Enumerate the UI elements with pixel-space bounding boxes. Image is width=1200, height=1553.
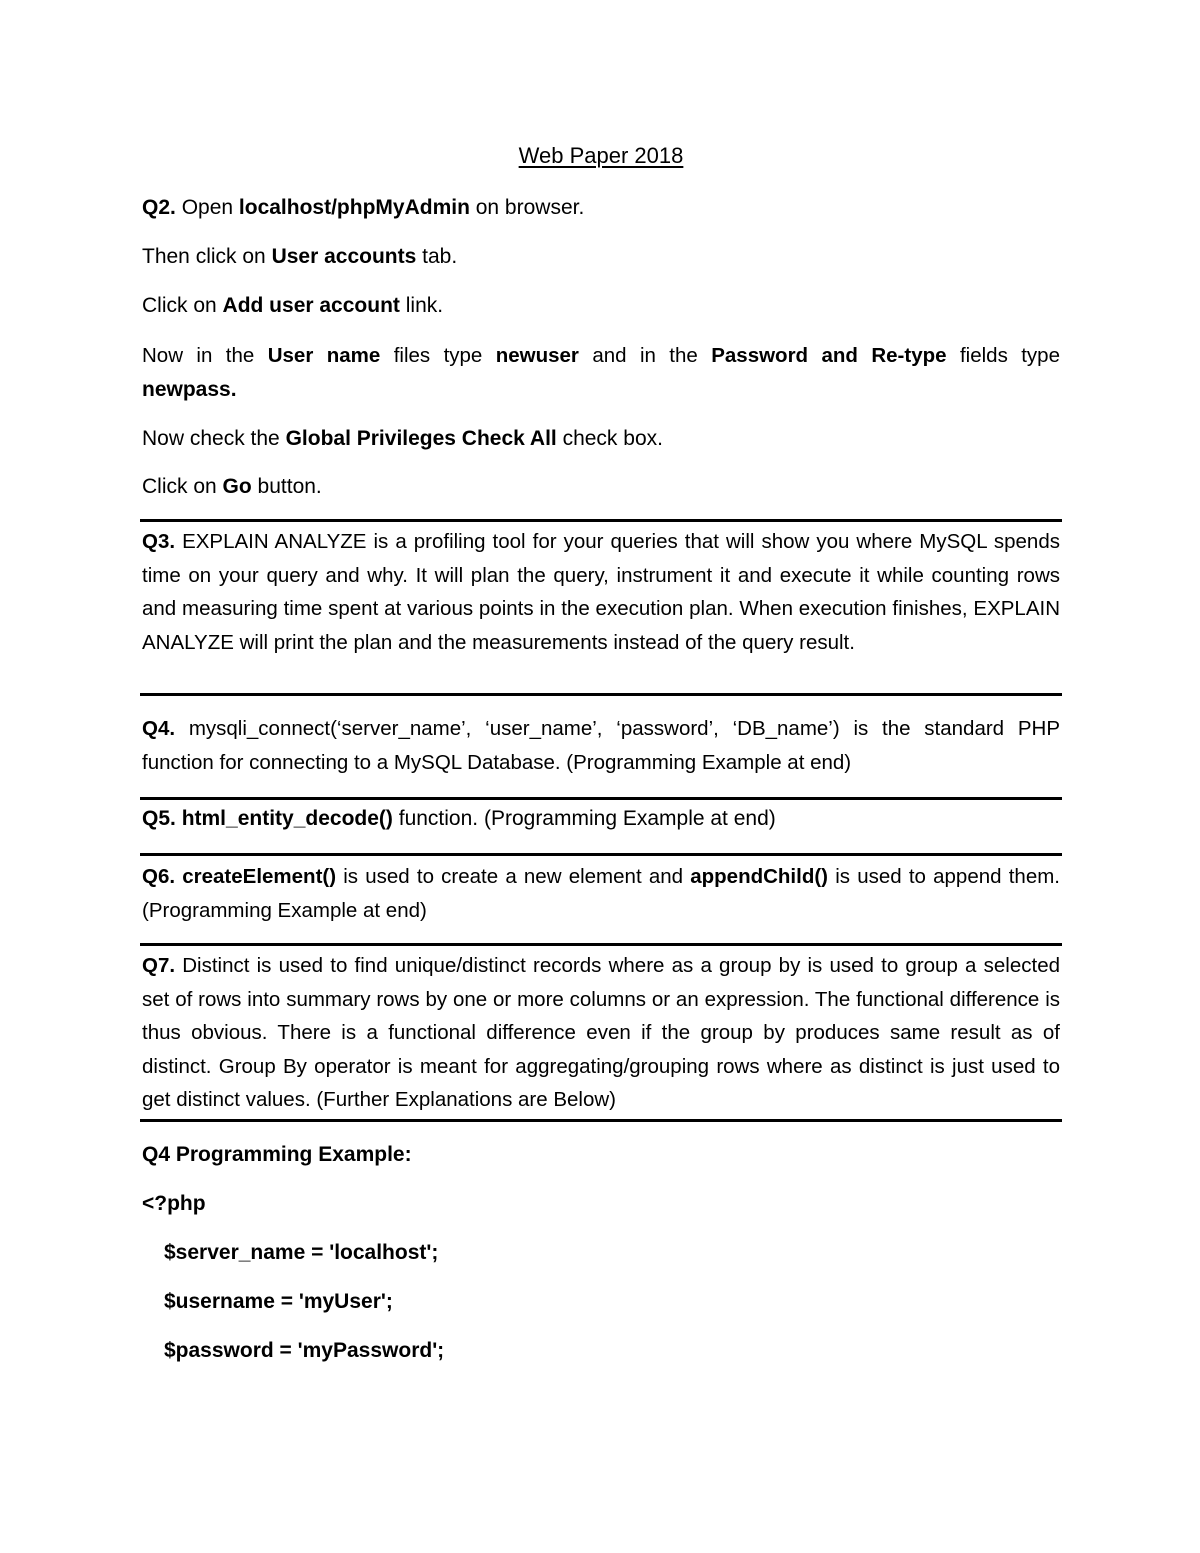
q2-line-7: Click on Go button. (142, 475, 322, 498)
q2-line-5: newpass. (142, 378, 237, 401)
page-title: Web Paper 2018 (518, 143, 684, 168)
code-line: $username = 'myUser'; (164, 1290, 393, 1313)
q2-line-2: Then click on User accounts tab. (142, 245, 458, 268)
section-divider (140, 853, 1062, 856)
question-label: Q3. (142, 530, 176, 553)
q5-paragraph: Q5. html_entity_decode() function. (Programming Example at end) (142, 807, 776, 830)
q2-line-3: Click on Add user account link. (142, 294, 444, 317)
section-divider (140, 519, 1062, 522)
q2-line-1: Q2. Open localhost/phpMyAdmin on browser. (142, 196, 585, 219)
q7-paragraph: Q7. Distinct is used to find unique/distinct records where as a group by is used to group a selected set of rows into summary rows by one or more columns or an expression. The functional difference is thus obvious. There is a functional difference even if the group by produces same result as of distinct. Group By operator is meant for aggregating/grouping rows where as distinct is just used to get distinct values. (Further Explanations are Below) (142, 954, 1060, 1112)
q6-paragraph: Q6. createElement() is used to create a new element and appendChild() is used to append them. (Programming Example at end) (142, 865, 1060, 922)
section-divider (140, 943, 1062, 946)
question-label: Q4. (142, 717, 176, 740)
q4-paragraph: Q4. mysqli_connect(‘server_name’, ‘user_name’, ‘password’, ‘DB_name’) is the standard PHP function for connecting to a MySQL Database. (Programming Example at end) (142, 717, 1060, 774)
q3-paragraph: Q3. EXPLAIN ANALYZE is a profiling tool for your queries that will show you where MySQL spends time on your query and why. It will plan the query, instrument it and execute it while counting rows and measuring time spent at various points in the execution plan. When execution finishes, EXPLAIN ANALYZE will print the plan and the measurements instead of the query result. (142, 530, 1060, 654)
example-heading: Q4 Programming Example: (142, 1143, 412, 1166)
section-divider (140, 797, 1062, 800)
q2-line-4: Now in the User name files type newuser and in the Password and Re-type fields type (142, 344, 1060, 367)
code-line: $server_name = 'localhost'; (164, 1241, 439, 1264)
code-line: $password = 'myPassword'; (164, 1339, 445, 1362)
code-line: <?php (142, 1192, 206, 1215)
section-divider (140, 1119, 1062, 1122)
q2-line-6: Now check the Global Privileges Check All check box. (142, 427, 663, 450)
section-divider (140, 693, 1062, 696)
question-label: Q2. (142, 196, 176, 219)
question-label: Q7. (142, 954, 176, 977)
question-label: Q5. (142, 807, 176, 830)
question-label: Q6. (142, 865, 176, 888)
